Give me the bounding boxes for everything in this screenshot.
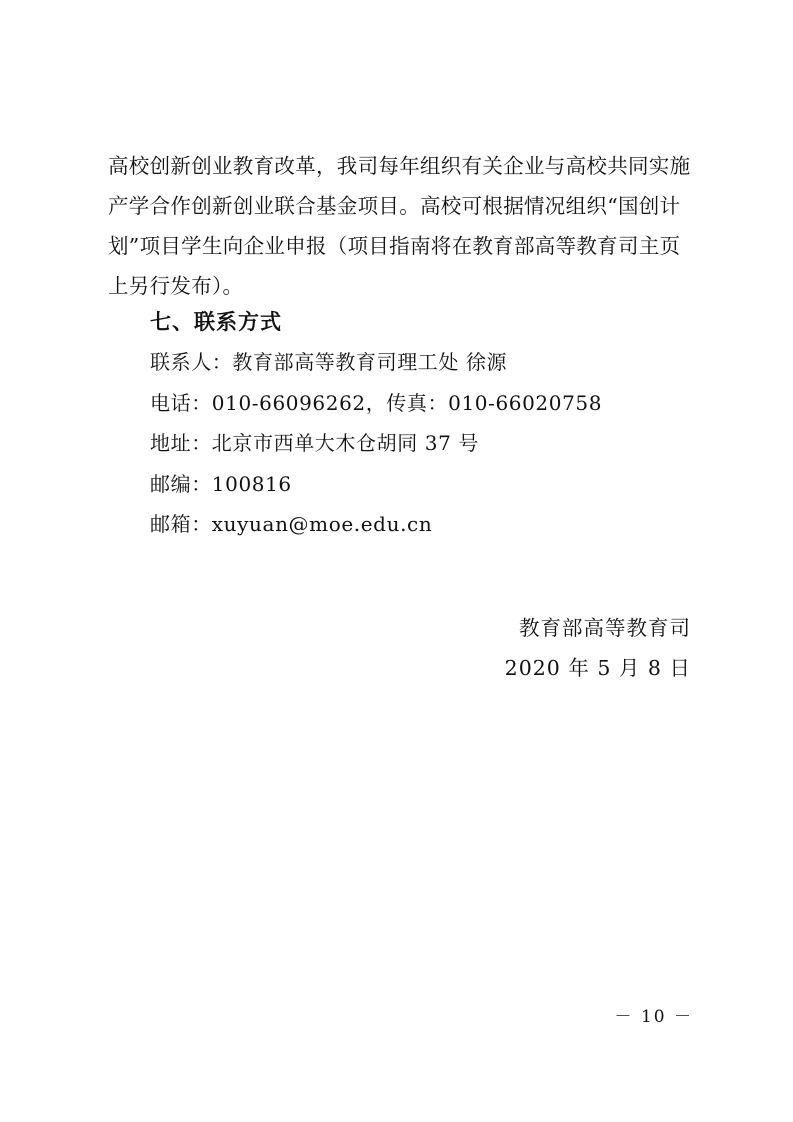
issue-date: 2020 年 5 月 8 日 [504, 656, 691, 680]
contact-email: 邮箱：xuyuan@moe.edu.cn [150, 512, 433, 536]
contact-address: 地址：北京市西单大木仓胡同 37 号 [150, 431, 479, 455]
body-paragraph [108, 146, 704, 306]
issuer-name: 教育部高等教育司 [519, 616, 691, 640]
paragraph-line: 产学合作创新创业联合基金项目。高校可根据情况组织“国创计 [108, 194, 681, 218]
contact-phone-fax: 电话：010-66096262，传真：010-66020758 [150, 390, 603, 415]
paragraph-line: 上另行发布）。 [108, 274, 244, 298]
contact-postcode: 邮编：100816 [150, 471, 292, 496]
page-number: － 10 － [614, 1007, 693, 1027]
paragraph-line: 高校创新创业教育改革，我司每年组织有关企业与高校共同实施 [108, 154, 691, 178]
signature-block [505, 608, 691, 688]
paragraph-line: 划”项目学生向企业申报（项目指南将在教育部高等教育司主页 [108, 234, 681, 258]
contact-info-block [150, 342, 602, 545]
section-heading-contact: 七、联系方式 [150, 310, 282, 334]
contact-person: 联系人：教育部高等教育司理工处 徐源 [150, 350, 508, 374]
